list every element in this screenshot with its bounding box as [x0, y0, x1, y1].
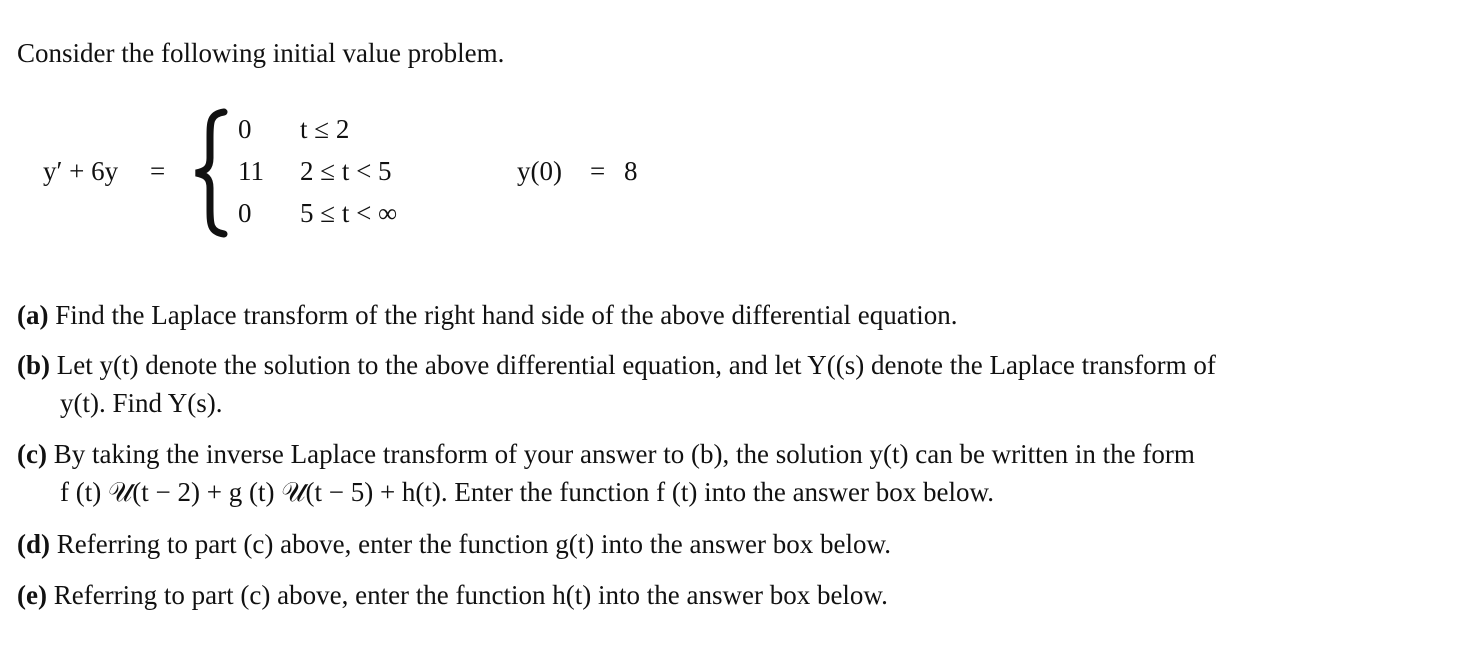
- equation-lhs: y′ + 6y: [43, 156, 119, 186]
- case-condition: t ≤ 2: [300, 114, 350, 144]
- part-label: (a): [17, 300, 49, 330]
- part-c-line-2: f (t) 𝒰(t − 2) + g (t) 𝒰(t − 5) + h(t). Enter the function f (t) into the answer box below.: [60, 477, 995, 507]
- part-e: [17, 576, 888, 614]
- part-text: Let y(t) denote the solution to the above differential equation, and let Y((s) denote the Laplace transform of: [56, 350, 1216, 380]
- equals-sign: =: [150, 156, 166, 186]
- case-condition: 5 ≤ t < ∞: [300, 198, 398, 228]
- part-label: (b): [17, 350, 50, 380]
- initial-condition-rhs: 8: [624, 156, 638, 186]
- case-value: 0: [238, 198, 252, 228]
- part-text: By taking the inverse Laplace transform of your answer to (b), the solution y(t) can be written in the form: [53, 439, 1195, 469]
- initial-condition-equals: =: [590, 156, 606, 186]
- part-label: (d): [17, 529, 50, 559]
- part-label: (c): [17, 439, 47, 469]
- initial-condition-lhs: y(0): [517, 156, 562, 186]
- case-value: 0: [238, 114, 252, 144]
- part-text: Referring to part (c) above, enter the function h(t) into the answer box below.: [53, 580, 888, 610]
- case-value: 11: [238, 156, 264, 186]
- part-text: Referring to part (c) above, enter the function g(t) into the answer box below.: [56, 529, 891, 559]
- part-c-line-1: [17, 435, 1195, 473]
- part-b-line-1: [17, 346, 1216, 384]
- part-d: [17, 525, 891, 563]
- problem-intro: Consider the following initial value problem.: [17, 38, 505, 68]
- case-condition: 2 ≤ t < 5: [300, 156, 392, 186]
- part-b-line-2: y(t). Find Y(s).: [60, 388, 223, 418]
- left-brace-icon: [190, 108, 230, 238]
- part-text: Find the Laplace transform of the right hand side of the above differential equation.: [55, 300, 958, 330]
- part-a: [17, 296, 957, 334]
- part-label: (e): [17, 580, 47, 610]
